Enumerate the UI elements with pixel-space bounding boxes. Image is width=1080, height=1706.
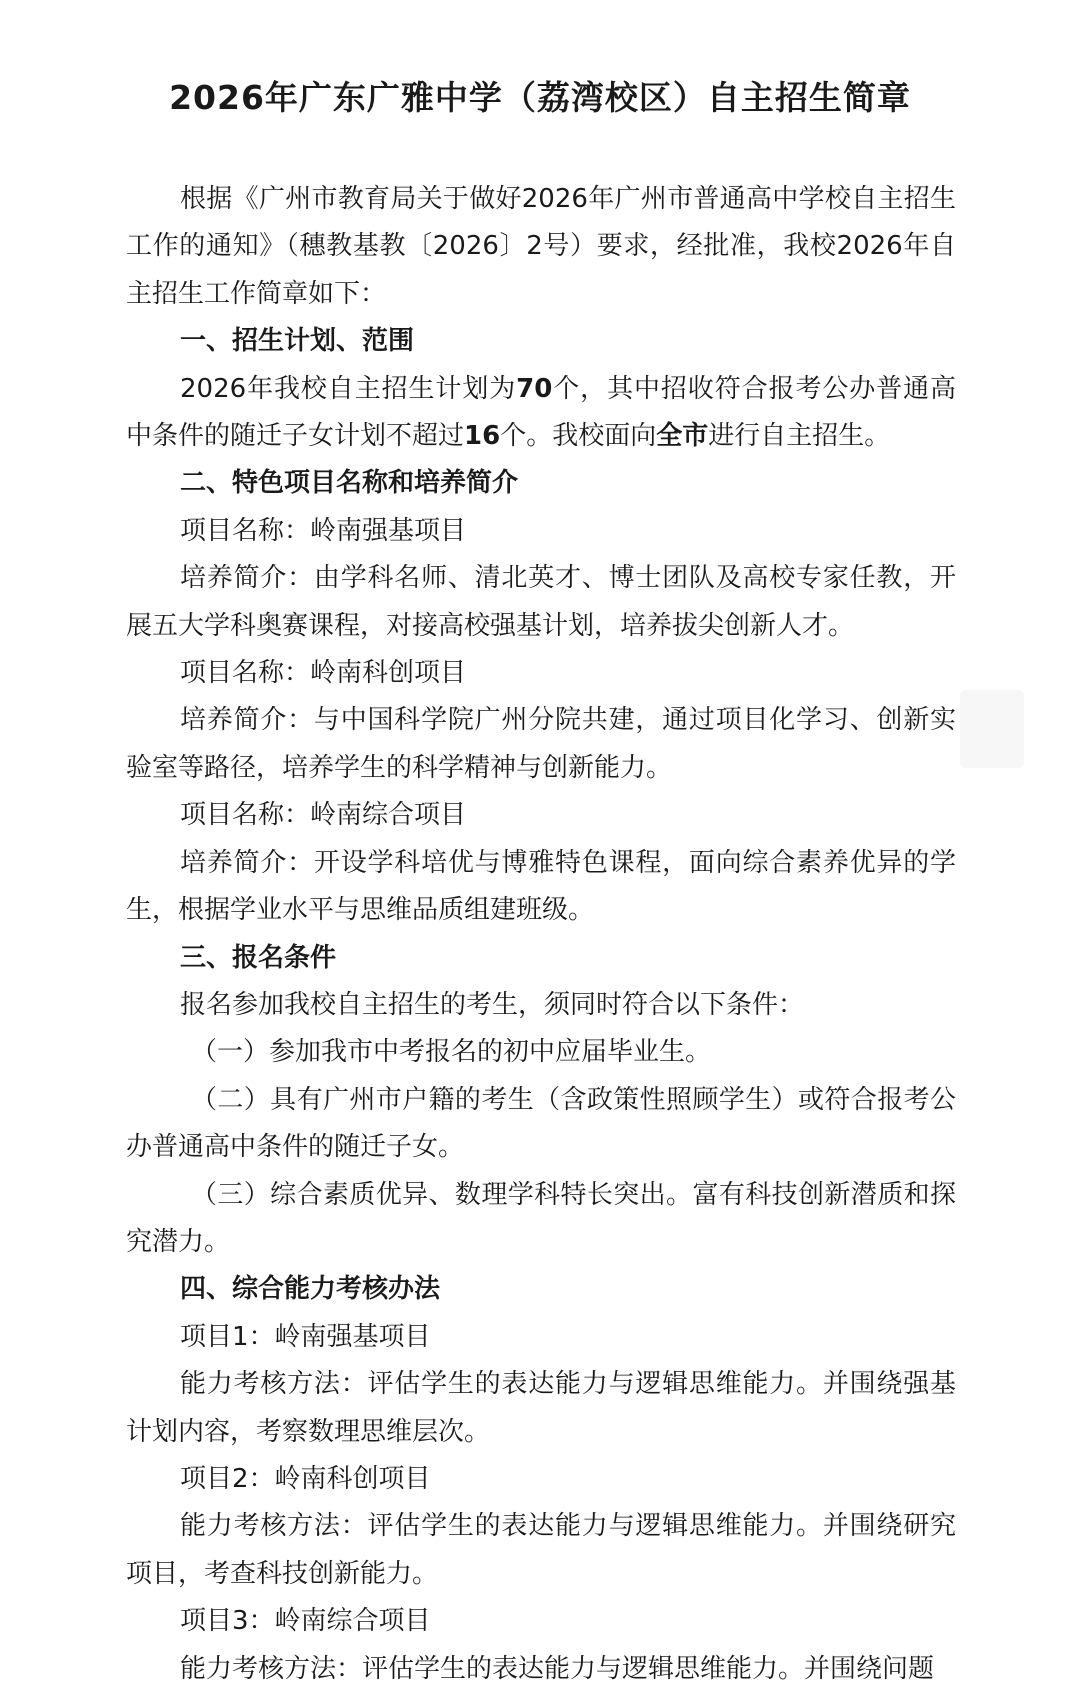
plan-text-c: 个。我校面向 [500,421,657,452]
project-description: 培养简介：由学科名师、清北英才、博士团队及高校专家任教，开展五大学科奥赛课程，对接高校强基计划，培养拔尖创新人才。 [126,563,956,641]
assessment-project-name: 项目1：岭南强基项目 [180,1321,431,1352]
project-name: 项目名称：岭南强基项目 [180,515,467,546]
document-body [126,176,956,1693]
section-heading-projects: 二、特色项目名称和培养简介 [180,468,519,499]
section-heading-assessment: 四、综合能力考核办法 [180,1274,441,1305]
eligibility-item: （一）参加我市中考报名的初中应届毕业生。 [191,1037,712,1068]
plan-quota-number: 70 [516,373,553,404]
assessment-method: 能力考核方法：评估学生的表达能力与逻辑思维能力。并围绕问题 [180,1653,935,1684]
eligibility-item: （三）综合素质优异、数理学科特长突出。富有科技创新潜质和探究潜力。 [126,1179,956,1257]
assessment-method: 能力考核方法：评估学生的表达能力与逻辑思维能力。并围绕研究项目，考查科技创新能力。 [126,1511,956,1589]
assessment-project-name: 项目3：岭南综合项目 [180,1606,431,1637]
eligibility-lead: 报名参加我校自主招生的考生，须同时符合以下条件： [180,989,805,1020]
plan-text-d: 进行自主招生。 [708,421,891,452]
project-name: 项目名称：岭南科创项目 [180,658,467,689]
project-name: 项目名称：岭南综合项目 [180,800,467,831]
plan-migrant-quota-number: 16 [464,421,501,452]
scan-smudge [960,690,1024,768]
plan-scope: 全市 [656,421,709,452]
assessment-method: 能力考核方法：评估学生的表达能力与逻辑思维能力。并围绕强基计划内容，考察数理思维层次。 [126,1369,956,1447]
plan-paragraph [126,366,956,461]
assessment-project-name: 项目2：岭南科创项目 [180,1463,431,1494]
section-heading-plan: 一、招生计划、范围 [180,326,415,357]
section-heading-eligibility: 三、报名条件 [180,942,337,973]
intro-paragraph: 根据《广州市教育局关于做好2026年广州市普通高中学校自主招生工作的通知》（穗教基教〔2026〕2号）要求，经批准，我校2026年自主招生工作简章如下： [126,184,956,309]
document-title: 2026年广东广雅中学（荔湾校区）自主招生简章 [169,78,911,117]
plan-text-a: 2026年我校自主招生计划为 [180,373,517,404]
eligibility-item: （二）具有广州市户籍的考生（含政策性照顾学生）或符合报考公办普通高中条件的随迁子女。 [126,1084,956,1163]
plan-text-b: 个，其中招收符合报考公办普通高中条件的随迁子女计划不超过 [126,373,956,452]
project-description: 培养简介：与中国科学院广州分院共建，通过项目化学习、创新实验室等路径，培养学生的科学精神与创新能力。 [126,705,956,783]
project-description: 培养简介：开设学科培优与博雅特色课程，面向综合素养优异的学生，根据学业水平与思维品质组建班级。 [126,847,956,926]
